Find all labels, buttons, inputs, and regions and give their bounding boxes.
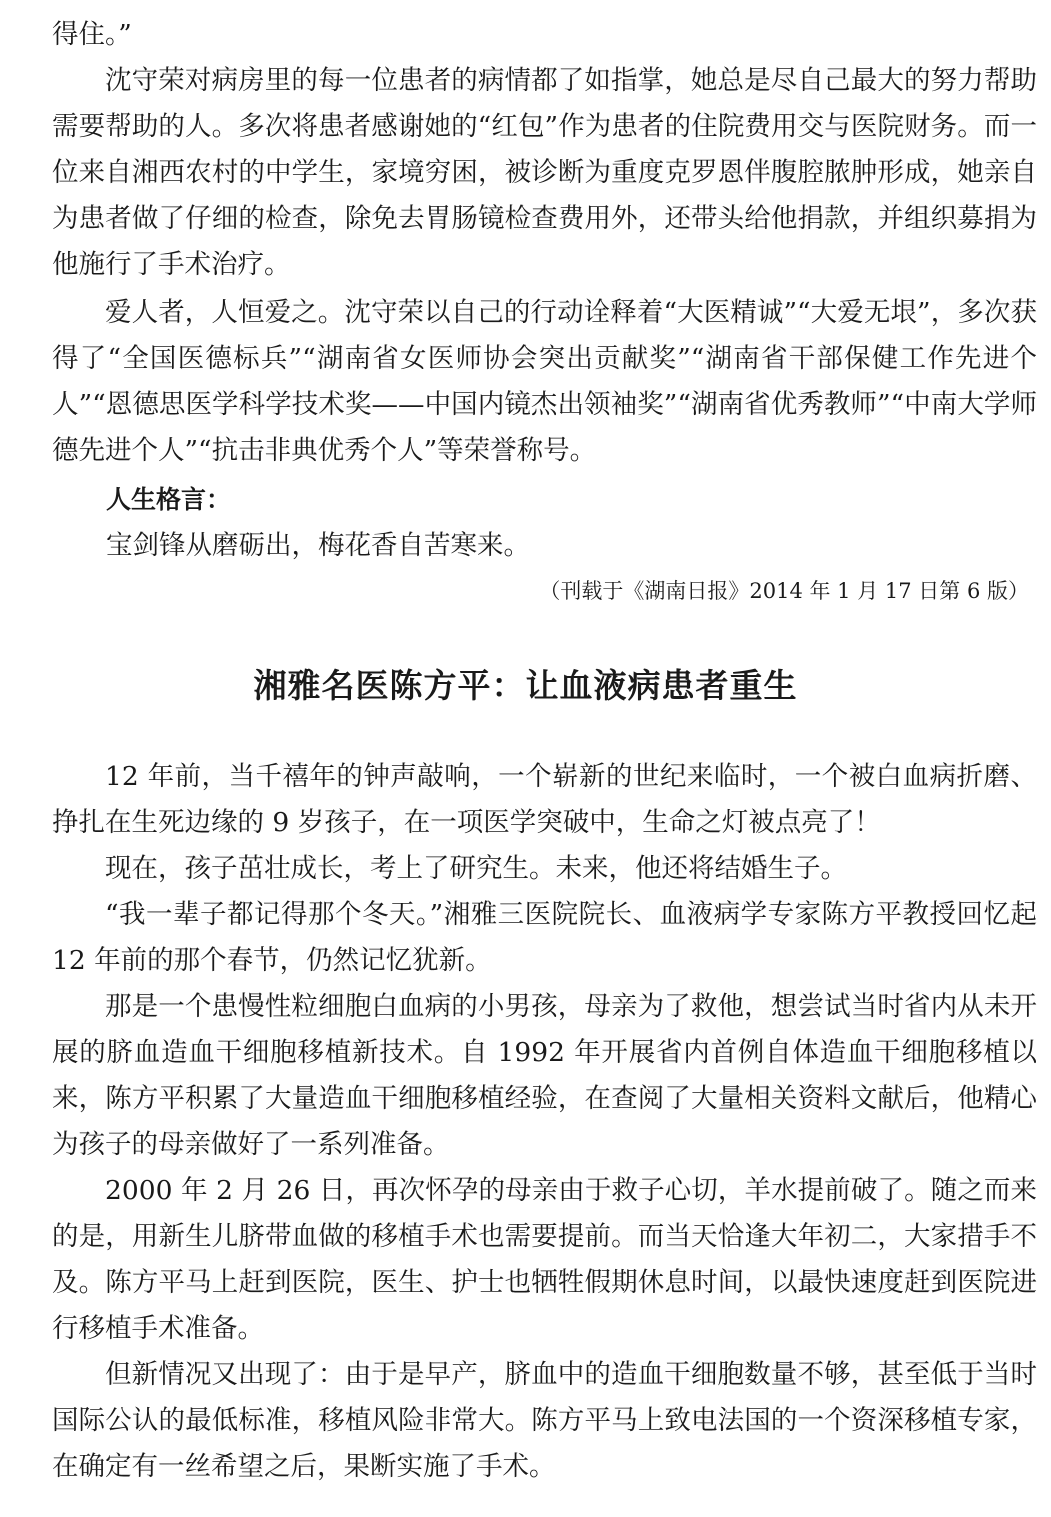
paragraph-surgery-date: 2000 年 2 月 26 日，再次怀孕的母亲由于救子心切，羊水提前破了。随之而来的是，用新生儿脐带血做的移植手术也需要提前。而当天恰逢大年初二，大家措手不及。陈方平马上赶到医院，医生、护士也牺牲假期休息时间，以最快速度赶到医院进行移植手术准备。: [52, 1175, 1037, 1344]
paragraph-now: 现在，孩子茁壮成长，考上了研究生。未来，他还将结婚生子。: [105, 853, 847, 884]
paragraph-honors: 爱人者，人恒爱之。沈守荣以自己的行动诠释着“大医精诚”“大爱无垠”，多次获得了“全国医德标兵”“湖南省女医师协会突出贡献奖”“湖南省干部保健工作先进个人”“恩德思医学科学技术奖——中国内镜杰出领袖奖”“湖南省优秀教师”“中南大学师德先进个人”“抗击非典优秀个人”等荣誉称号。: [52, 297, 1037, 466]
motto-heading: 人生格言：: [106, 485, 232, 514]
paragraph-memory: “我一辈子都记得那个冬天。”湘雅三医院院长、血液病学专家陈方平教授回忆起 12 年前的那个春节，仍然记忆犹新。: [52, 899, 1037, 976]
motto-text: 宝剑锋从磨砺出，梅花香自苦寒来。: [106, 530, 530, 561]
paragraph-patient-care: 沈守荣对病房里的每一位患者的病情都了如指掌，她总是尽自己最大的努力帮助需要帮助的人。多次将患者感谢她的“红包”作为患者的住院费用交与医院财务。而一位来自湘西农村的中学生，家境穷困，被诊断为重度克罗恩伴腹腔脓肿形成，她亲自为患者做了仔细的检查，除免去胃肠镜检查费用外，还带头给他捐款，并组织募捐为他施行了手术治疗。: [52, 65, 1037, 280]
paragraph-continuation: 得住。”: [52, 19, 132, 50]
article-title: 湘雅名医陈方平：让血液病患者重生: [253, 666, 798, 705]
paragraph-intro: 12 年前，当千禧年的钟声敲响，一个崭新的世纪来临时，一个被白血病折磨、挣扎在生死边缘的 9 岁孩子，在一项医学突破中，生命之灯被点亮了！: [52, 761, 1037, 838]
publication-source: （刊载于《湖南日报》2014 年 1 月 17 日第 6 版）: [539, 579, 1029, 603]
paragraph-risk: 但新情况又出现了：由于是早产，脐血中的造血干细胞数量不够，甚至低于当时国际公认的最低标准，移植风险非常大。陈方平马上致电法国的一个资深移植专家，在确定有一丝希望之后，果断实施了手术。: [52, 1359, 1037, 1482]
paragraph-background: 那是一个患慢性粒细胞白血病的小男孩，母亲为了救他，想尝试当时省内从未开展的脐血造血干细胞移植新技术。自 1992 年开展省内首例自体造血干细胞移植以来，陈方平积累了大量造血干细胞移植经验，在查阅了大量相关资料文献后，他精心为孩子的母亲做好了一系列准备。: [52, 991, 1037, 1160]
